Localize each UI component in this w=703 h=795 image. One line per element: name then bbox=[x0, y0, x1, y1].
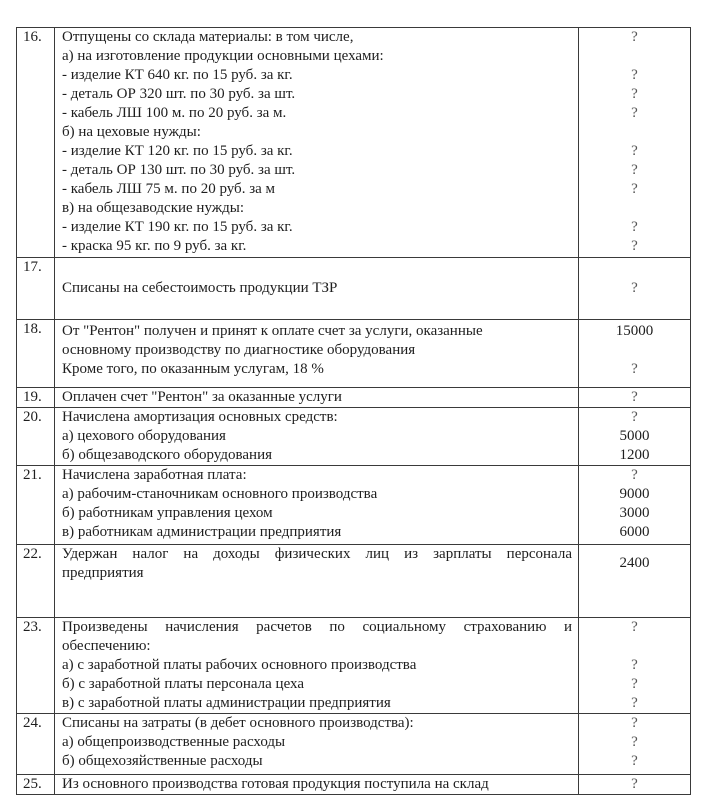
description-line: в) на общезаводские нужды: bbox=[62, 200, 244, 216]
operation-row bbox=[17, 28, 691, 258]
operation-number bbox=[17, 258, 55, 320]
description-line bbox=[62, 298, 572, 318]
description-line bbox=[62, 258, 572, 278]
operation-row bbox=[17, 320, 691, 388]
amount-value: ? bbox=[631, 695, 638, 711]
operation-description bbox=[55, 320, 579, 388]
amount-value: 1200 bbox=[619, 447, 650, 463]
description-line: - изделие КТ 190 кг. по 15 руб. за кг. bbox=[62, 219, 293, 235]
description-line: б) общехозяйственные расходы bbox=[62, 753, 263, 769]
amount-value: ? bbox=[631, 389, 638, 405]
amount-value: 6000 bbox=[619, 524, 650, 540]
operation-description bbox=[55, 618, 579, 714]
amount-value: ? bbox=[631, 734, 638, 750]
amount-value: ? bbox=[631, 143, 638, 159]
operation-number bbox=[17, 775, 55, 795]
operation-amount bbox=[579, 408, 691, 466]
operation-row bbox=[17, 618, 691, 714]
operation-amount bbox=[579, 320, 691, 388]
description-line: в) работникам администрации предприятия bbox=[62, 524, 342, 540]
description-line: б) на цеховые нужды: bbox=[62, 124, 201, 140]
amount-value: ? bbox=[631, 776, 638, 792]
operation-number bbox=[17, 28, 55, 258]
description-line: - краска 95 кг. по 9 руб. за кг. bbox=[62, 238, 247, 254]
operations-table-body bbox=[17, 28, 691, 795]
operation-row bbox=[17, 714, 691, 775]
operation-description bbox=[55, 408, 579, 466]
description-line: - деталь ОР 320 шт. по 30 руб. за шт. bbox=[62, 86, 296, 102]
operation-row bbox=[17, 775, 691, 795]
operation-number bbox=[17, 408, 55, 466]
description-line: Списаны на затраты (в дебет основного производства): bbox=[62, 715, 414, 731]
operation-amount bbox=[579, 466, 691, 545]
description-line: а) с заработной платы рабочих основного производства bbox=[62, 657, 417, 673]
operation-row bbox=[17, 258, 691, 320]
description-line: б) общезаводского оборудования bbox=[62, 447, 272, 463]
operation-number-text: 19. bbox=[23, 389, 42, 405]
amount-value: ? bbox=[631, 715, 638, 731]
amount-value: 15000 bbox=[615, 323, 654, 339]
amount-value: 3000 bbox=[619, 505, 650, 521]
operation-number-text: 23. bbox=[23, 619, 42, 635]
operation-number bbox=[17, 320, 55, 388]
amount-value: 2400 bbox=[619, 555, 650, 571]
amount-value: ? bbox=[631, 67, 638, 83]
amount-value: 5000 bbox=[619, 428, 650, 444]
operation-description bbox=[55, 388, 579, 408]
amount-value: ? bbox=[631, 657, 638, 673]
description-line: - кабель ЛШ 75 м. по 20 руб. за м bbox=[62, 181, 276, 197]
operation-number bbox=[17, 388, 55, 408]
operation-description bbox=[55, 258, 579, 320]
amount-value: 9000 bbox=[619, 486, 650, 502]
operation-amount bbox=[579, 775, 691, 795]
operation-row bbox=[17, 388, 691, 408]
description-line: Кроме того, по оказанным услугам, 18 % bbox=[62, 361, 324, 377]
description-line: - деталь ОР 130 шт. по 30 руб. за шт. bbox=[62, 162, 296, 178]
amount-value: ? bbox=[631, 105, 638, 121]
amount-value: ? bbox=[631, 238, 638, 254]
description-line: Оплачен счет "Рентон" за оказанные услуги bbox=[62, 389, 342, 405]
description-line: Начислена амортизация основных средств: bbox=[62, 409, 338, 425]
description-line: предприятия bbox=[62, 565, 144, 581]
description-line: - изделие КТ 640 кг. по 15 руб. за кг. bbox=[62, 67, 293, 83]
description-line: Списаны на себестоимость продукции ТЗР bbox=[62, 280, 338, 296]
operation-number-text: 22. bbox=[23, 546, 42, 562]
operation-description bbox=[55, 714, 579, 775]
amount-value bbox=[579, 47, 690, 66]
amount-value: ? bbox=[631, 219, 638, 235]
description-line: Отпущены со склада материалы: в том числе, bbox=[62, 29, 354, 45]
operation-number bbox=[17, 545, 55, 618]
description-line: в) с заработной платы администрации предприятия bbox=[62, 695, 391, 711]
amount-value bbox=[579, 341, 690, 360]
description-line: Произведены начисления расчетов по социальному страхованию и bbox=[62, 619, 572, 635]
operation-description bbox=[55, 775, 579, 795]
operation-number-text: 16. bbox=[23, 29, 42, 45]
operation-number-text: 21. bbox=[23, 467, 42, 483]
description-line: а) на изготовление продукции основными цехами: bbox=[62, 48, 384, 64]
description-line: а) цехового оборудования bbox=[62, 428, 226, 444]
description-line: основному производству по диагностике оборудования bbox=[62, 342, 416, 358]
operation-amount bbox=[579, 388, 691, 408]
description-line: б) работникам управления цехом bbox=[62, 505, 273, 521]
operation-amount bbox=[579, 545, 691, 618]
amount-value: ? bbox=[631, 29, 638, 45]
operation-number bbox=[17, 466, 55, 545]
operation-number-text: 20. bbox=[23, 409, 42, 425]
operation-description bbox=[55, 545, 579, 618]
amount-value: ? bbox=[631, 467, 638, 483]
operations-table bbox=[16, 27, 691, 795]
operation-number bbox=[17, 714, 55, 775]
operation-number-text: 25. bbox=[23, 776, 42, 792]
operation-description bbox=[55, 28, 579, 258]
description-line: Из основного производства готовая продукция поступила на склад bbox=[62, 776, 489, 792]
description-line: - кабель ЛШ 100 м. по 20 руб. за м. bbox=[62, 105, 287, 121]
operation-description bbox=[55, 466, 579, 545]
operation-amount bbox=[579, 714, 691, 775]
amount-value: ? bbox=[631, 181, 638, 197]
amount-value bbox=[579, 298, 690, 318]
description-line: б) с заработной платы персонала цеха bbox=[62, 676, 304, 692]
operation-number-text: 18. bbox=[23, 321, 42, 337]
amount-value: ? bbox=[631, 162, 638, 178]
amount-value bbox=[579, 123, 690, 142]
description-line: Начислена заработная плата: bbox=[62, 467, 247, 483]
operation-number-text: 17. bbox=[23, 259, 42, 275]
operation-number-text: 24. bbox=[23, 715, 42, 731]
amount-value: ? bbox=[631, 361, 638, 377]
operation-amount bbox=[579, 618, 691, 714]
description-line: - изделие КТ 120 кг. по 15 руб. за кг. bbox=[62, 143, 293, 159]
amount-value bbox=[579, 258, 690, 278]
amount-value bbox=[579, 199, 690, 218]
operation-number bbox=[17, 618, 55, 714]
description-line: а) рабочим-станочникам основного производства bbox=[62, 486, 378, 502]
description-line: обеспечению: bbox=[62, 638, 151, 654]
amount-value: ? bbox=[631, 619, 638, 635]
amount-value: ? bbox=[631, 86, 638, 102]
amount-value: ? bbox=[631, 676, 638, 692]
amount-value bbox=[579, 581, 690, 617]
operation-row bbox=[17, 466, 691, 545]
description-line: Удержан налог на доходы физических лиц из зарплаты персонала bbox=[62, 546, 572, 562]
amount-value: ? bbox=[631, 280, 638, 296]
description-line: От "Рентон" получен и принят к оплате счет за услуги, оказанные bbox=[62, 323, 483, 339]
operation-amount bbox=[579, 28, 691, 258]
description-line: а) общепроизводственные расходы bbox=[62, 734, 286, 750]
amount-value: ? bbox=[631, 753, 638, 769]
amount-value: ? bbox=[631, 409, 638, 425]
operation-row bbox=[17, 545, 691, 618]
operation-amount bbox=[579, 258, 691, 320]
amount-value bbox=[579, 637, 690, 656]
operation-row bbox=[17, 408, 691, 466]
